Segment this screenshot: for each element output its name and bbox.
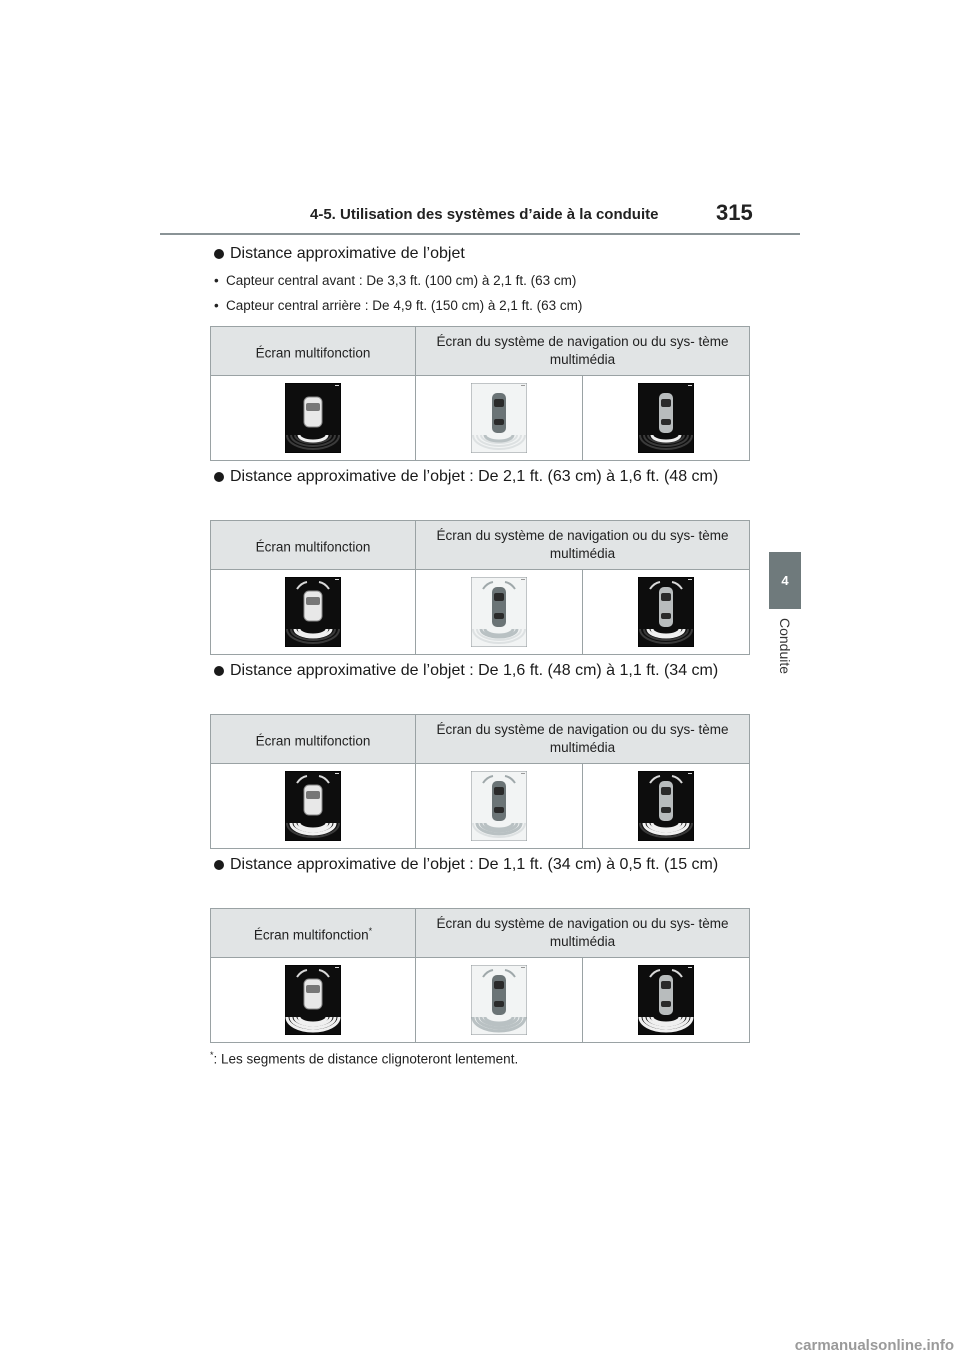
navigation-light-screen-image (471, 771, 527, 841)
section-heading (214, 854, 734, 876)
header-rule (160, 233, 800, 235)
bullet-dot-icon (214, 860, 224, 870)
bullet-dot-icon (214, 472, 224, 482)
nav-dark-cell (583, 958, 750, 1043)
bullet-dot-icon (214, 666, 224, 676)
navigation-dark-screen-image (638, 383, 694, 453)
col-header-navigation: Écran du système de navigation ou du sys- tème multimédia (416, 715, 750, 764)
col-header-navigation: Écran du système de navigation ou du sys- tème multimédia (416, 521, 750, 570)
bullet-dot-icon (214, 249, 224, 259)
multifunction-cell (211, 376, 416, 461)
col-header-navigation: Écran du système de navigation ou du sys- tème multimédia (416, 909, 750, 958)
display-table (210, 714, 750, 849)
multifunction-screen-image (285, 965, 341, 1035)
multifunction-cell (211, 764, 416, 849)
chapter-tab[interactable]: 4 (769, 552, 801, 609)
display-table (210, 326, 750, 461)
multifunction-cell (211, 958, 416, 1043)
col-header-multifunction: Écran multifonction (211, 327, 416, 376)
nav-dark-cell (583, 570, 750, 655)
multifunction-cell (211, 570, 416, 655)
multifunction-screen-image (285, 383, 341, 453)
heading-text: Distance approximative de l’objet : De 1,6 ft. (48 cm) à 1,1 ft. (34 cm) (230, 662, 719, 679)
sub-bullet: • Capteur central avant : De 3,3 ft. (100 cm) à 2,1 ft. (63 cm) (214, 273, 577, 288)
watermark: carmanualsonline.info (794, 1337, 954, 1354)
col-header-multifunction: Écran multifonction (211, 521, 416, 570)
multifunction-screen-image (285, 771, 341, 841)
nav-light-cell (416, 570, 583, 655)
page-number: 315 (716, 200, 753, 225)
navigation-light-screen-image (471, 577, 527, 647)
multifunction-screen-image (285, 577, 341, 647)
sub-bullet-text: Capteur central avant : De 3,3 ft. (100 cm) à 2,1 ft. (63 cm) (226, 273, 577, 288)
navigation-dark-screen-image (638, 577, 694, 647)
chapter-label: Conduite (777, 618, 793, 675)
section-heading (214, 243, 734, 265)
display-table (210, 908, 750, 1043)
heading-text: Distance approximative de l’objet (230, 245, 465, 262)
nav-dark-cell (583, 376, 750, 461)
col-header-navigation: Écran du système de navigation ou du sys- tème multimédia (416, 327, 750, 376)
col-header-multifunction: Écran multifonction* (211, 909, 416, 958)
heading-text: Distance approximative de l’objet : De 1,1 ft. (34 cm) à 0,5 ft. (15 cm) (230, 856, 719, 873)
section-heading (214, 466, 734, 488)
footnote: *: Les segments de distance clignoteront lentement. (210, 1050, 519, 1067)
navigation-light-screen-image (471, 965, 527, 1035)
sub-bullet-text: Capteur central arrière : De 4,9 ft. (150 cm) à 2,1 ft. (63 cm) (226, 298, 583, 313)
header-section-title: 4-5. Utilisation des systèmes d’aide à la conduite (310, 206, 659, 223)
nav-light-cell (416, 376, 583, 461)
nav-light-cell (416, 764, 583, 849)
navigation-dark-screen-image (638, 965, 694, 1035)
nav-dark-cell (583, 764, 750, 849)
col-header-multifunction: Écran multifonction (211, 715, 416, 764)
display-table (210, 520, 750, 655)
nav-light-cell (416, 958, 583, 1043)
navigation-light-screen-image (471, 383, 527, 453)
section-heading (214, 660, 734, 682)
navigation-dark-screen-image (638, 771, 694, 841)
heading-text: Distance approximative de l’objet : De 2,1 ft. (63 cm) à 1,6 ft. (48 cm) (230, 468, 719, 485)
sub-bullet: • Capteur central arrière : De 4,9 ft. (150 cm) à 2,1 ft. (63 cm) (214, 298, 583, 313)
